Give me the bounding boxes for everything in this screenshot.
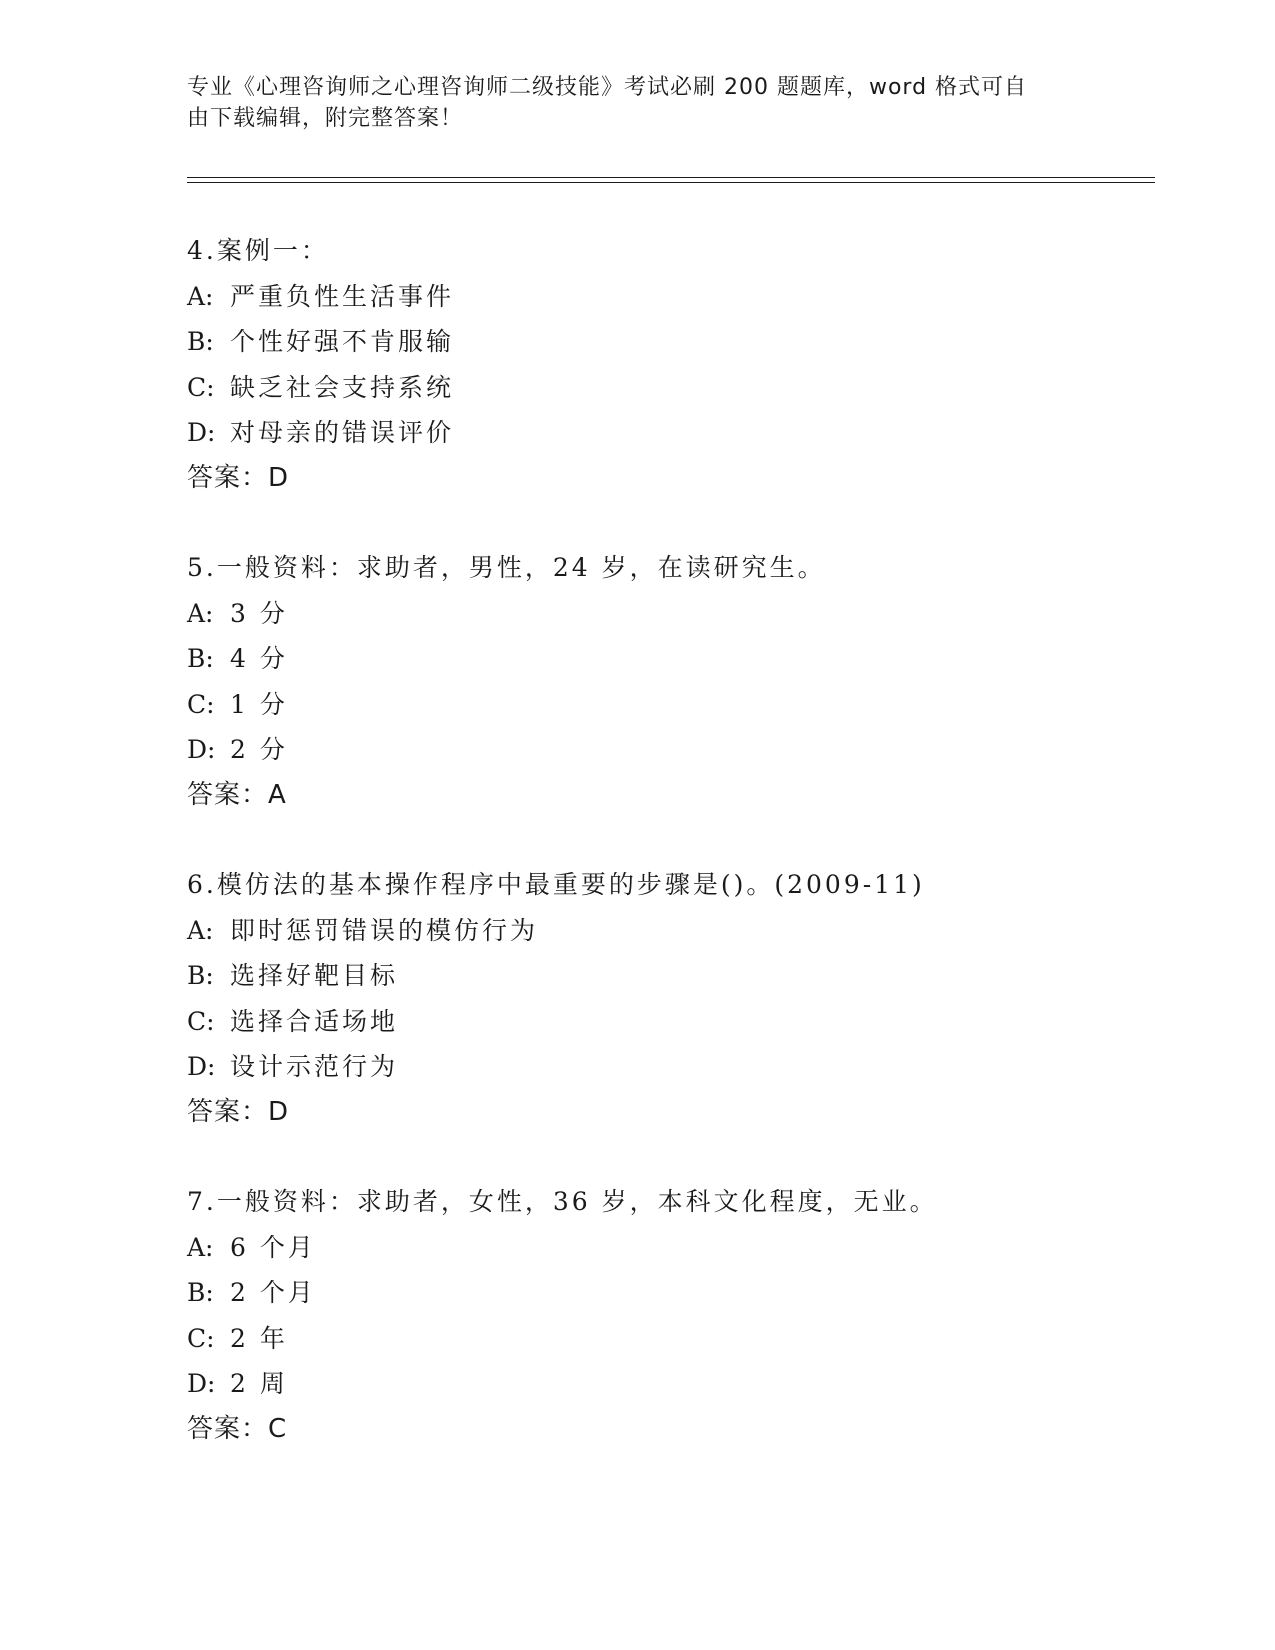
question-block [187, 1179, 1137, 1452]
option-text: 即时惩罚错误的模仿行为 [230, 915, 539, 945]
question-stem: 7.一般资料：求助者，女性，36 岁，本科文化程度，无业。 [187, 1187, 938, 1216]
option-letter: C: [187, 372, 215, 402]
answer-line: 答案：D [187, 1096, 290, 1127]
option-c [187, 1316, 1137, 1362]
question-block [187, 228, 1137, 501]
option-d [187, 1044, 1137, 1090]
document-header [187, 72, 1087, 134]
option-letter: A: [187, 598, 214, 628]
option-d [187, 727, 1137, 773]
header-divider-top [187, 177, 1155, 178]
option-letter: D: [187, 418, 216, 447]
option-text: 设计示范行为 [230, 1052, 399, 1081]
option-letter: D: [187, 1369, 216, 1398]
option-text: 个性好强不肯服输 [230, 327, 455, 356]
option-text: 缺乏社会支持系统 [230, 372, 455, 402]
header-line-2: 由下载编辑，附完整答案！ [187, 106, 464, 131]
option-a [187, 591, 1137, 637]
question-stem: 4.案例一： [187, 236, 329, 265]
option-letter: A: [187, 915, 214, 945]
answer-line: 答案：D [187, 462, 290, 493]
header-divider-bottom [187, 182, 1155, 183]
option-c [187, 682, 1137, 728]
option-b [187, 1270, 1137, 1316]
option-b [187, 953, 1137, 999]
option-b [187, 636, 1137, 682]
option-d [187, 1361, 1137, 1407]
option-text: 选择好靶目标 [230, 961, 399, 990]
option-text: 1 分 [230, 689, 288, 719]
option-letter: A: [187, 1232, 214, 1262]
option-text: 2 年 [230, 1323, 288, 1353]
option-letter: C: [187, 689, 215, 719]
option-letter: D: [187, 735, 216, 764]
option-d [187, 410, 1137, 456]
option-text: 2 个月 [230, 1278, 316, 1307]
header-line-1: 专业《心理咨询师之心理咨询师二级技能》考试必刷 200 题题库，word 格式可自 [187, 75, 1028, 100]
answer-line: 答案：A [187, 779, 287, 810]
option-c [187, 365, 1137, 411]
option-text: 3 分 [230, 598, 288, 628]
option-b [187, 319, 1137, 365]
option-letter: B: [187, 1278, 214, 1307]
option-a [187, 908, 1137, 954]
option-text: 4 分 [230, 644, 288, 673]
option-letter: C: [187, 1006, 215, 1036]
option-letter: B: [187, 327, 214, 356]
option-text: 严重负性生活事件 [230, 281, 455, 311]
option-text: 2 周 [230, 1369, 288, 1398]
option-letter: B: [187, 644, 214, 673]
option-letter: A: [187, 281, 214, 311]
option-a [187, 1225, 1137, 1271]
option-text: 2 分 [230, 735, 288, 764]
question-block [187, 862, 1137, 1135]
option-letter: C: [187, 1323, 215, 1353]
option-text: 对母亲的错误评价 [230, 418, 455, 447]
question-block [187, 545, 1137, 818]
option-letter: D: [187, 1052, 216, 1081]
option-a [187, 274, 1137, 320]
option-letter: B: [187, 961, 214, 990]
question-stem: 6.模仿法的基本操作程序中最重要的步骤是()。(2009-11) [187, 870, 925, 899]
answer-line: 答案：C [187, 1413, 288, 1444]
option-text: 6 个月 [230, 1232, 316, 1262]
question-stem: 5.一般资料：求助者，男性，24 岁，在读研究生。 [187, 553, 826, 582]
option-text: 选择合适场地 [230, 1006, 399, 1036]
option-c [187, 999, 1137, 1045]
